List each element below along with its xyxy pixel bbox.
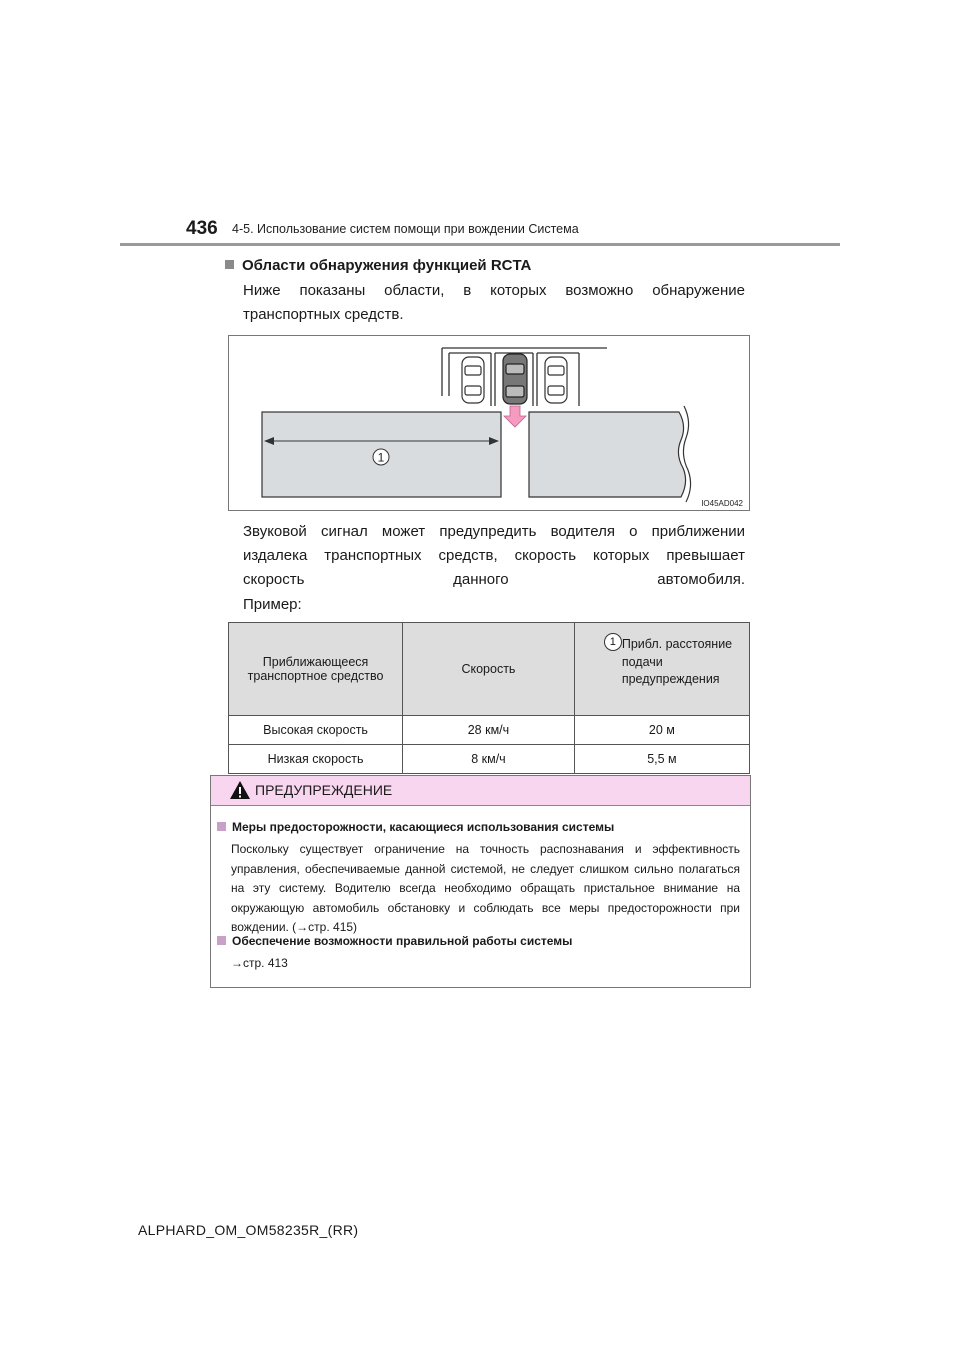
right-detection-zone — [529, 412, 686, 497]
footer-code: ALPHARD_OM_OM58235R_(RR) — [138, 1222, 359, 1238]
header-divider — [120, 243, 840, 246]
detection-area-figure — [228, 335, 750, 511]
intro-paragraph: Ниже показаны области, в которых возможно обнаружение транспортных средств. — [243, 282, 745, 323]
table-header-row — [229, 623, 750, 716]
warning-distance-table — [228, 622, 750, 774]
header-vehicle: Приближающееся транспортное средство — [229, 623, 403, 716]
page-number: 436 — [186, 218, 218, 239]
warning-triangle-icon — [229, 780, 251, 800]
warning-box — [210, 775, 751, 988]
header-speed: Скорость — [403, 623, 575, 716]
table-row: Высокая скорость 28 км/ч 20 м — [229, 716, 750, 745]
body-paragraph: Звуковой сигнал может предупредить водителя о приближении издалека транспортных средств, скорость которых превышает скорость данного автомобиля. — [243, 523, 745, 588]
square-bullet-icon — [217, 822, 226, 831]
square-bullet-icon — [217, 936, 226, 945]
warning-header — [211, 776, 750, 806]
figure-callout-1: 1 — [377, 450, 385, 465]
table-row: Низкая скорость 8 км/ч 5,5 м — [229, 745, 750, 774]
warning-item-2-text: →стр. 413 — [231, 956, 288, 970]
header-distance: 1 Прибл. расстояние подачи предупреждения — [574, 623, 749, 716]
warning-item-1-text: Поскольку существует ограничение на точность распознавания и эффективность управления, обеспечиваемые данной системой, не следует слишком сильно полагаться на эту систему. Водителю всегда необходимо обращать пристальное внимание на окружающую автомобиль обстановку и соблюдать все меры предосторожности при вождении. (→стр. 415) — [231, 842, 740, 934]
section-header: 4-5. Использование систем помощи при вождении Система — [232, 222, 579, 236]
warning-item-1-title: Меры предосторожности, касающиеся использования системы — [217, 820, 614, 834]
example-label: Пример: — [243, 596, 302, 613]
detection-area-diagram — [229, 336, 749, 510]
warning-label: ПРЕДУПРЕЖДЕНИЕ — [255, 782, 393, 798]
callout-1-icon: 1 — [604, 633, 622, 651]
square-bullet-icon — [225, 260, 234, 269]
figure-code: IO45AD042 — [701, 499, 743, 508]
warning-item-2-title: Обеспечение возможности правильной работы системы — [217, 934, 572, 948]
section-title: Области обнаружения функцией RCTA — [225, 257, 531, 274]
